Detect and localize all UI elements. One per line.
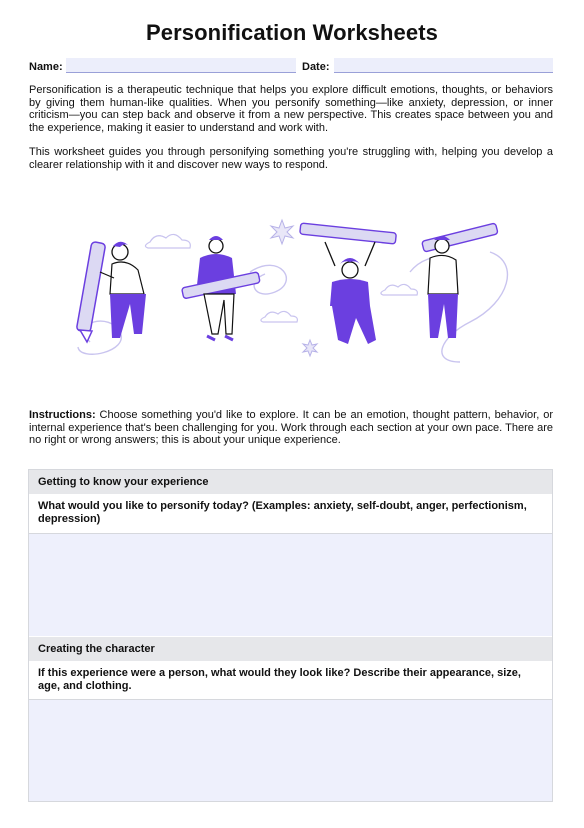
instructions-paragraph [29,409,553,447]
section-heading-character: Creating the character [29,637,552,661]
figure-holding-pencil [182,236,261,340]
section-question-character: If this experience were a person, what would they look like? Describe their appearance, size, age, and clothing. [29,661,552,700]
answer-area-experience[interactable] [29,534,552,636]
answer-area-character[interactable] [29,700,552,801]
people-holding-pencils-illustration [70,212,520,372]
section-question-experience: What would you like to personify today? (Examples: anxiety, self-doubt, anger, perfectionism, depression) [29,494,552,534]
instructions-label: Instructions: [29,409,96,421]
intro-paragraph-2: This worksheet guides you through personifying something you're struggling with, helping you develop a clearer relationship with it and discover new ways to respond. [29,146,553,171]
name-label: Name: [29,61,63,73]
worksheet-table [28,469,553,802]
name-field[interactable] [66,58,296,73]
intro-paragraph-1: Personification is a therapeutic technique that helps you explore difficult emotions, thoughts, or behaviors by giving them human-like qualities. When you personify something—like anxiety, depression, or inner criticism—you can step back and observe it from a new perspective. This creates space between you and the experience, making it easier to understand and work with. [29,84,553,134]
instructions-text: Choose something you'd like to explore. It can be an emotion, thought pattern, behavior, or internal experience that's been challenging for you. Work through each section at your own pace. There are no right or wrong answers; this is about your unique experience. [29,409,553,447]
sparkle-icon [303,340,317,356]
figure-holding-pencil-overhead [300,223,397,344]
date-field[interactable] [334,58,553,73]
name-date-row [29,58,553,76]
page-title: Personification Worksheets [146,20,438,45]
figure-carrying-pencil [422,223,498,338]
section-heading-experience: Getting to know your experience [29,470,552,494]
date-label: Date: [302,61,330,73]
sparkle-icon [271,220,293,244]
clouds [145,234,417,322]
figure-leaning-on-pencil [76,241,146,342]
